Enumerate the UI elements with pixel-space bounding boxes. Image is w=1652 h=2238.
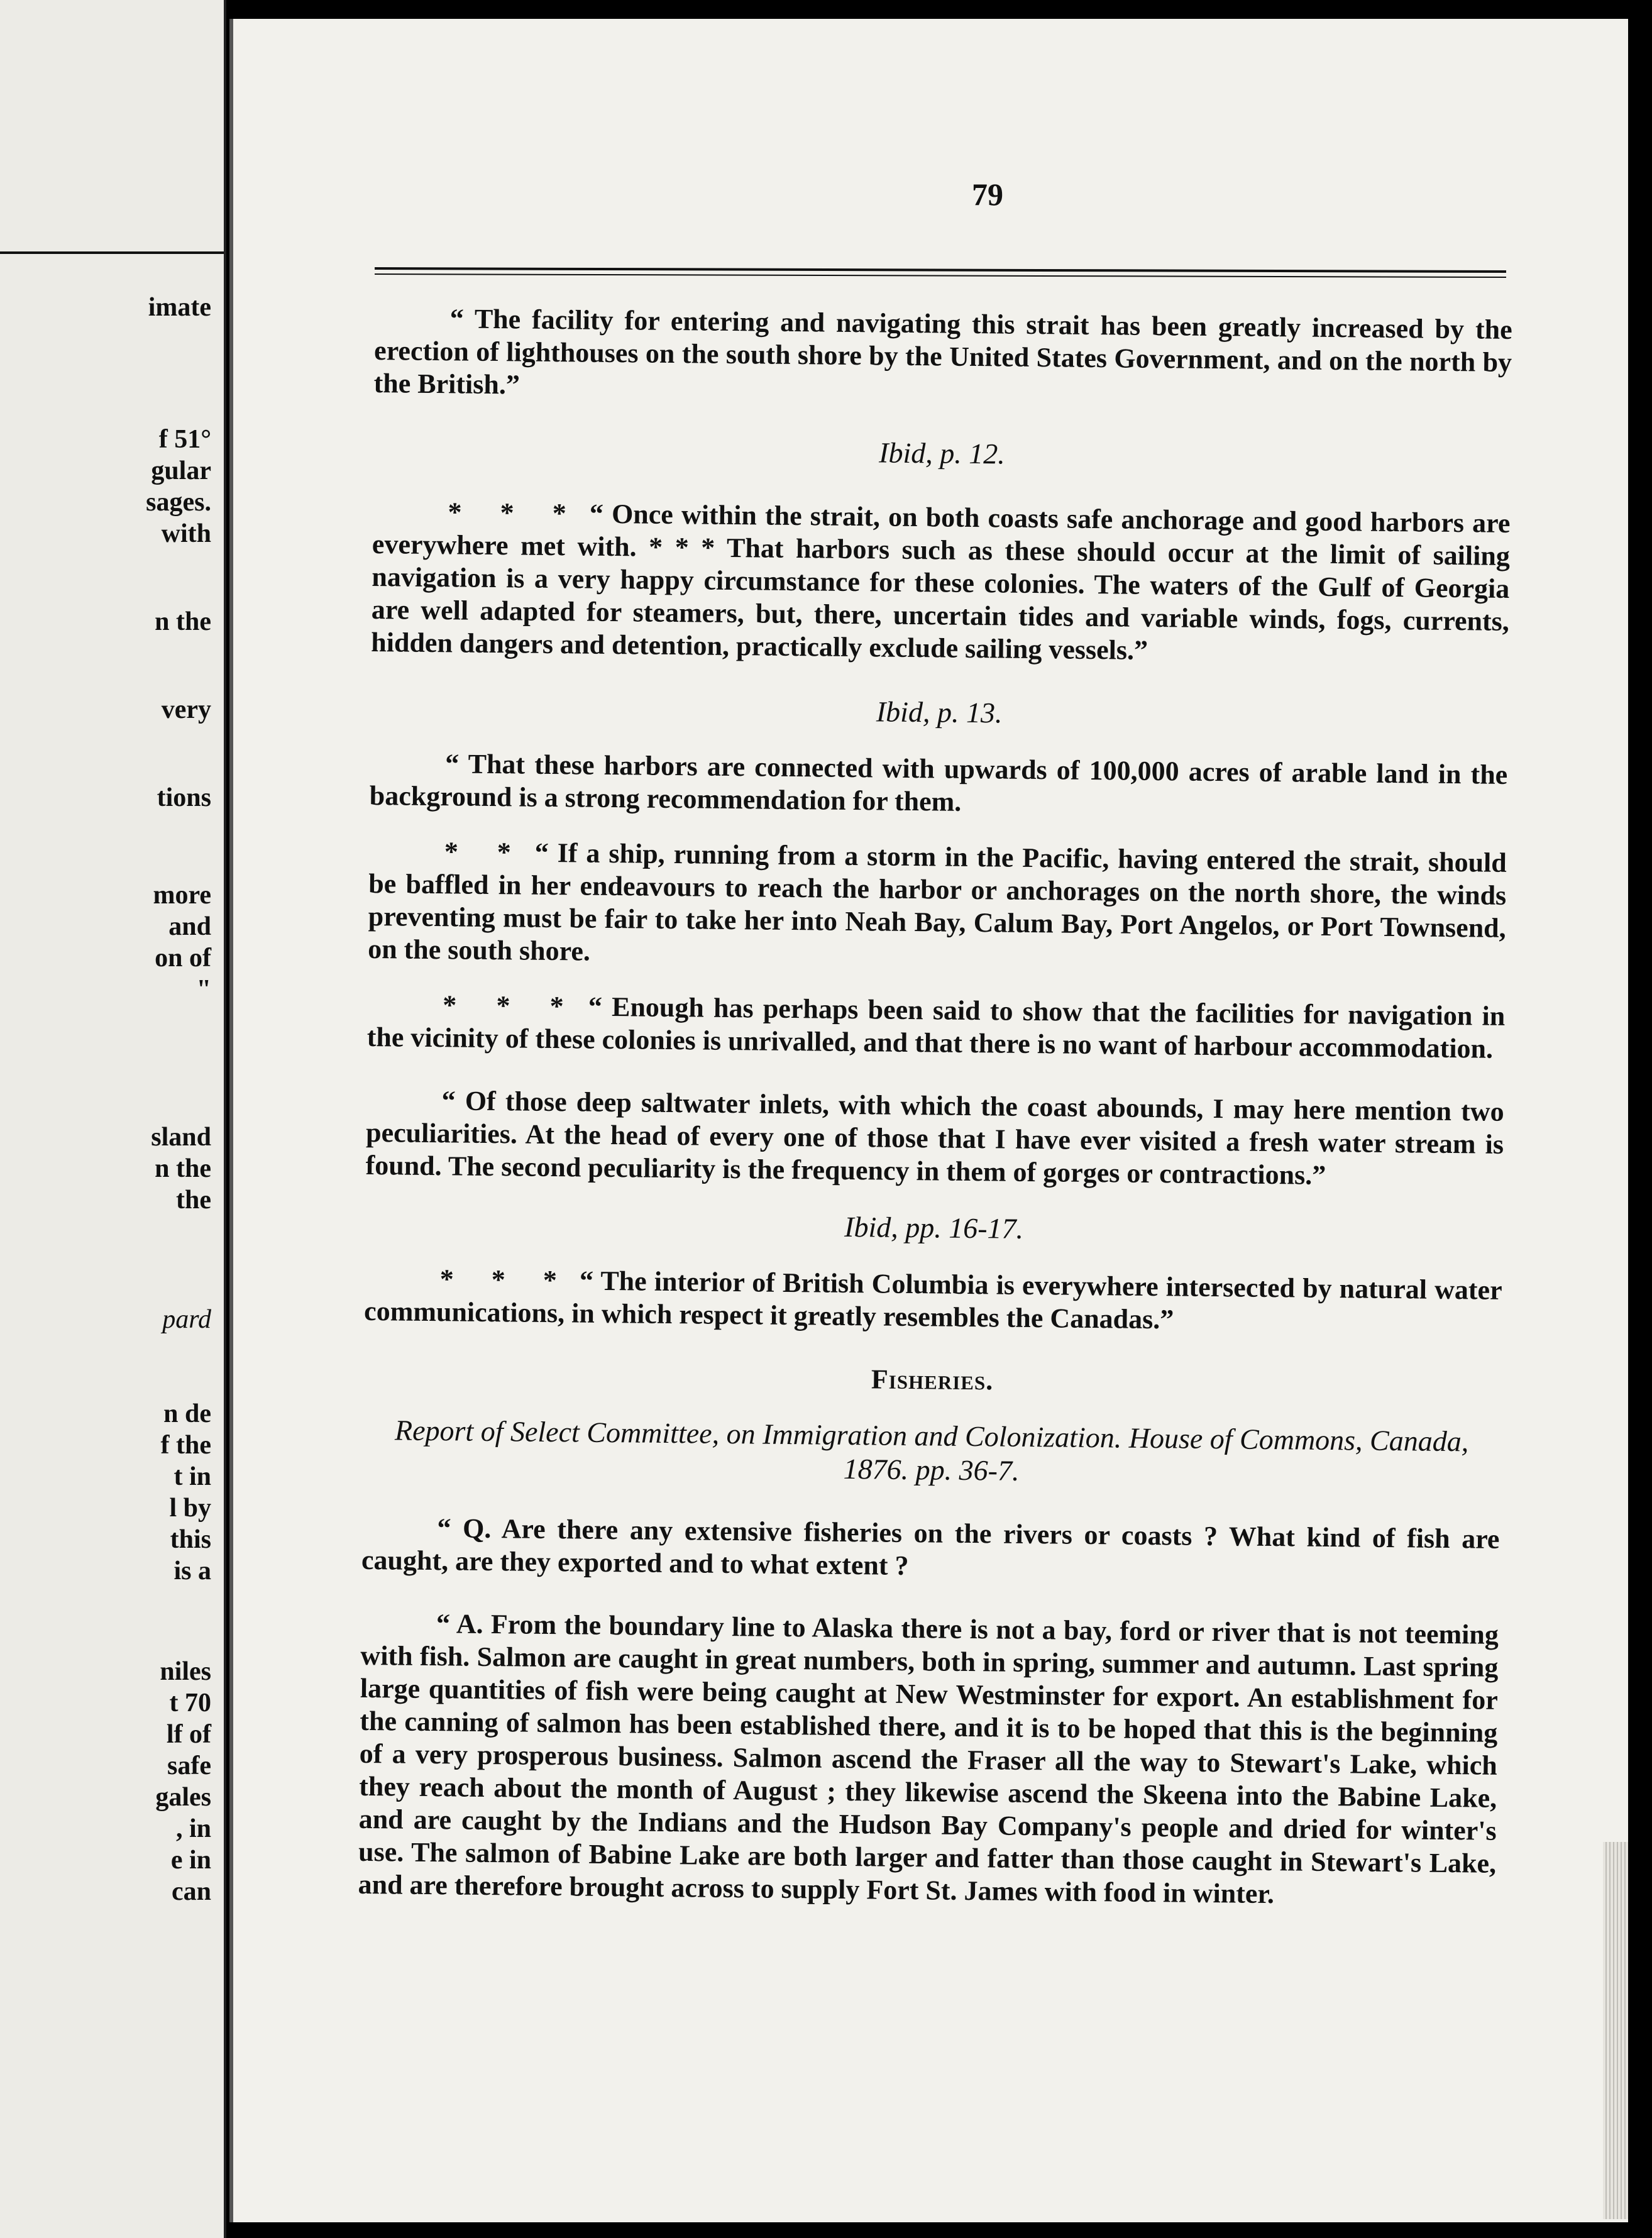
paragraph-text: “ If a ship, running from a storm in the Pacific, having entered the strait, should be baffled in her endeavours to reach the harbor or anchorages on the north shore, the winds preventing must be fair to take her into Neah Bay, Calum Bay, Port Angelos, or Port Townsend, on the south shore. <box>367 837 1507 967</box>
paragraph-text: “ The interior of British Columbia is everywhere intersected by natural water communications, in which respect it greatly resembles the Canadas.” <box>363 1265 1502 1335</box>
paragraph-text: “ Enough has perhaps been said to show that the facilities for navigation in the vicinity of these colonies is unrivalled, and that there is no want of harbour accommodation. <box>366 991 1506 1064</box>
left-fragment: t in <box>173 1462 211 1491</box>
left-fragment: t 70 <box>169 1689 211 1717</box>
left-fragment: imate <box>148 293 211 322</box>
left-fragment: with <box>161 519 211 548</box>
left-fragment: pard <box>162 1305 211 1334</box>
left-fragment: f the <box>160 1431 211 1460</box>
left-fragment: more <box>153 881 211 910</box>
paragraph <box>368 835 1507 978</box>
left-facing-page <box>0 0 226 2238</box>
left-page-rule <box>0 251 224 254</box>
header-rule-lower <box>375 273 1506 278</box>
left-fragment: safe <box>167 1751 211 1780</box>
paragraph-text: “ Once within the strait, on both coasts safe anchorage and good harbors are everywhere met with. * * * That harbors such as these should occur at the limit of sailing navigation is a very happy circumstance for these colonies. The waters of the Gulf of Georgia are well adapted for steamers, but, there, uncertain tides and variable winds, fogs, currents, hidden dangers and detention, practically exclude sailing vessels.” <box>371 498 1511 666</box>
paragraph-text: “ Of those deep saltwater inlets, with which the coast abounds, I may here mention two peculiarities. At the head of every one of those that I have ever visited a fresh water stream is found. The second peculiarity is the frequency in them of gorges or contractions.” <box>365 1085 1504 1191</box>
citation: Ibid, p. 12. <box>878 436 1006 470</box>
paragraph <box>369 747 1507 824</box>
left-fragment: gales <box>155 1783 211 1812</box>
citation: Ibid, pp. 16-17. <box>844 1210 1024 1245</box>
left-fragment: n de <box>163 1399 211 1428</box>
paragraph <box>358 1607 1499 1913</box>
left-fragment: " <box>196 975 211 1004</box>
paragraph <box>373 302 1512 412</box>
citation: Ibid, p. 13. <box>876 695 1003 729</box>
left-fragment: f 51° <box>158 425 211 454</box>
left-fragment: tions <box>157 783 211 812</box>
left-fragment: e in <box>170 1846 211 1875</box>
report-reference: Report of Select Committee, on Immigration and Colonization. House of Commons, Canada, 1876. pp. 36-7. <box>394 1414 1469 1487</box>
ellipsis-stars: * * * <box>443 989 579 1022</box>
left-fragment: is a <box>173 1557 211 1585</box>
left-fragment: lf of <box>166 1720 211 1749</box>
paragraph-text: “ A. From the boundary line to Alaska there is not a bay, ford or river that is not teeming with fish. Salmon are caught in great numbers, both in spring, summer and autumn. Last spring large quantities of fish were being caught at New Westminster for export. An establishment for the canning of salmon has been established there, and it is to be hoped that this is the beginning of a very prosperous business. Salmon ascend the Fraser all the way to Stewart's Lake, which they reach about the month of August ; they likewise ascend the Skeena into the Babine Lake, and are caught by the Indians and the Hudson Bay Company's people and dried for winter's use. The salmon of Babine Lake are both larger and fatter than those caught in Stewart's Lake, and are therefore brought across to supply Fort St. James with food in winter. <box>358 1608 1499 1910</box>
main-page <box>229 19 1628 2222</box>
left-fragment: and <box>168 912 211 941</box>
left-fragment: the <box>176 1186 211 1215</box>
paragraph-text: “ The facility for entering and navigating this strait has been greatly increased by the erection of lighthouses on the south shore by the United States Government, and on the north by the British.” <box>373 303 1512 400</box>
left-fragment: sland <box>151 1123 211 1152</box>
ellipsis-stars: * * * <box>448 497 582 529</box>
left-fragment: very <box>161 695 211 724</box>
paragraph <box>361 1511 1500 1589</box>
page-body <box>358 302 1512 1913</box>
paragraph <box>371 495 1511 671</box>
paragraph <box>366 988 1505 1066</box>
paragraph <box>365 1084 1504 1194</box>
paragraph-text: “ That these harbors are connected with upwards of 100,000 acres of arable land in the background is a strong recommendation for them. <box>369 748 1508 817</box>
left-fragment: gular <box>151 456 211 485</box>
left-fragment: n the <box>155 607 211 636</box>
left-fragment: this <box>170 1525 211 1554</box>
left-fragment: sages. <box>146 488 211 517</box>
left-fragment: n the <box>155 1154 211 1183</box>
left-fragment: l by <box>169 1494 211 1523</box>
ellipsis-stars: * * <box>444 836 527 868</box>
left-fragment: niles <box>160 1657 211 1686</box>
ellipsis-stars: * * * <box>439 1264 573 1296</box>
left-fragment: can <box>172 1877 211 1906</box>
page-number: 79 <box>972 177 1003 212</box>
page-edges <box>1603 1842 1628 2219</box>
left-fragment: , in <box>175 1814 211 1843</box>
header-rule-upper <box>375 267 1506 273</box>
section-heading: Fisheries. <box>871 1364 994 1396</box>
paragraph-text: “ Q. Are there any extensive fisheries on the rivers or coasts ? What kind of fish are caught, are they exported and to what extent ? <box>361 1513 1500 1582</box>
left-fragment: on of <box>155 944 211 973</box>
paragraph <box>364 1262 1502 1340</box>
